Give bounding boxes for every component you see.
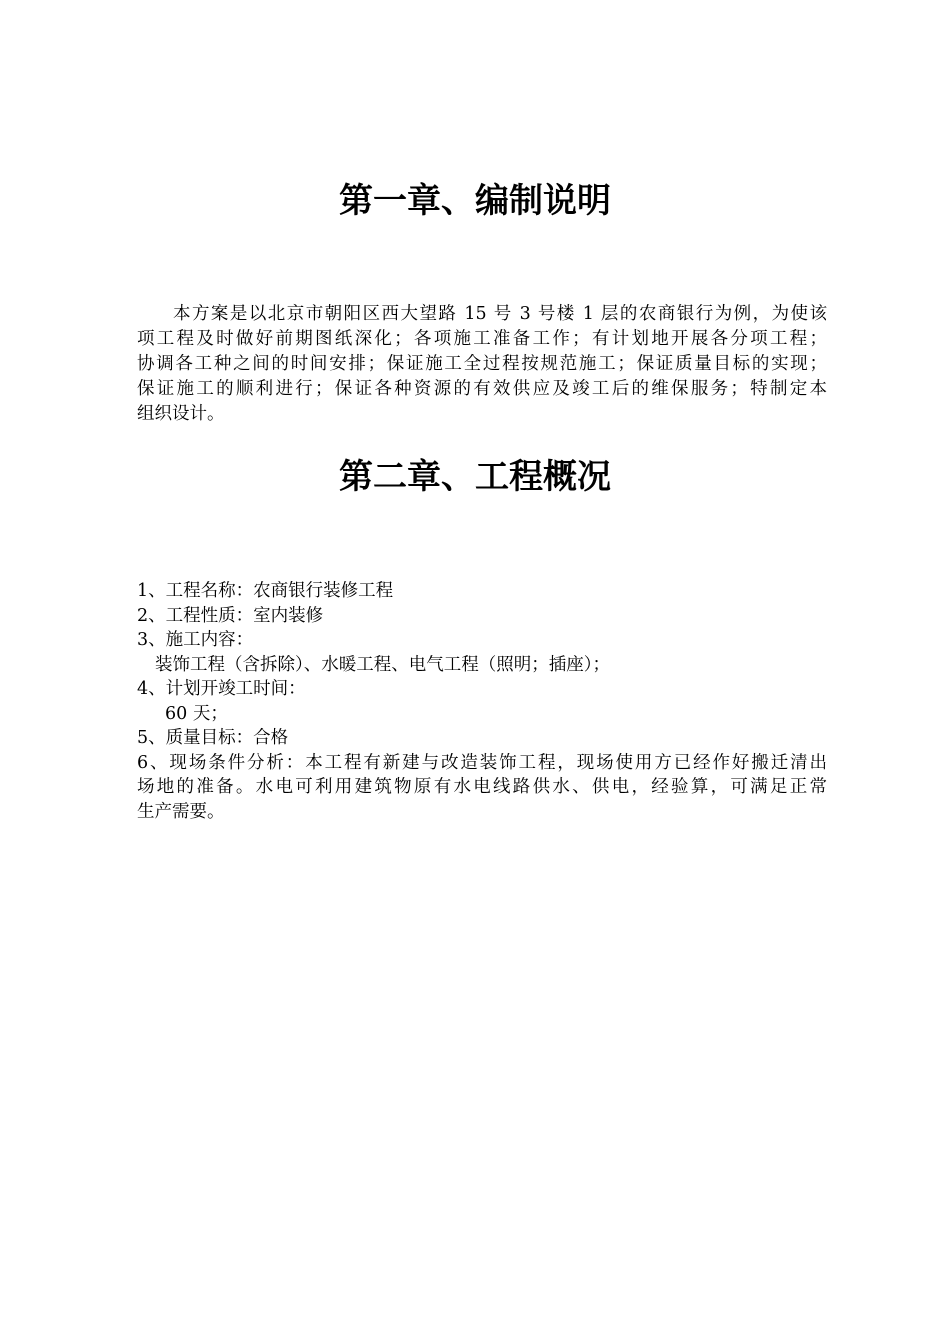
list-item: 场地的准备。水电可利用建筑物原有水电线路供水、供电，经验算，可满足正常 <box>137 777 827 797</box>
paragraph-line: 组织设计。 <box>137 404 225 424</box>
list-item: 4、计划开竣工时间： <box>137 679 306 699</box>
paragraph-line: 本方案是以北京市朝阳区西大望路 15 号 3 号楼 1 层的农商银行为例，为使该 <box>173 304 827 324</box>
list-item: 生产需要。 <box>137 801 225 822</box>
paragraph-line: 保证施工的顺利进行；保证各种资源的有效供应及竣工后的维保服务；特制定本 <box>137 379 827 399</box>
list-item: 装饰工程（含拆除）、水暖工程、电气工程（照明；插座）； <box>155 654 610 675</box>
project-overview-list <box>137 579 827 824</box>
list-item: 60 天； <box>165 703 228 724</box>
paragraph-line: 项工程及时做好前期图纸深化；各项施工准备工作；有计划地开展各分项工程； <box>137 329 827 349</box>
list-item: 3、施工内容： <box>137 630 254 650</box>
paragraph-line: 协调各工种之间的时间安排；保证施工全过程按规范施工；保证质量目标的实现； <box>137 354 827 374</box>
list-item: 2、工程性质：室内装修 <box>137 605 324 626</box>
chapter-1-title: 第一章、编制说明 <box>339 181 611 221</box>
chapter-2-title: 第二章、工程概况 <box>339 457 611 497</box>
list-item: 5、质量目标：合格 <box>137 728 289 748</box>
chapter-1-paragraph <box>137 302 827 427</box>
list-item: 6、现场条件分析：本工程有新建与改造装饰工程，现场使用方已经作好搬迁清出 <box>137 752 827 773</box>
list-item: 1、工程名称：农商银行装修工程 <box>137 581 394 601</box>
